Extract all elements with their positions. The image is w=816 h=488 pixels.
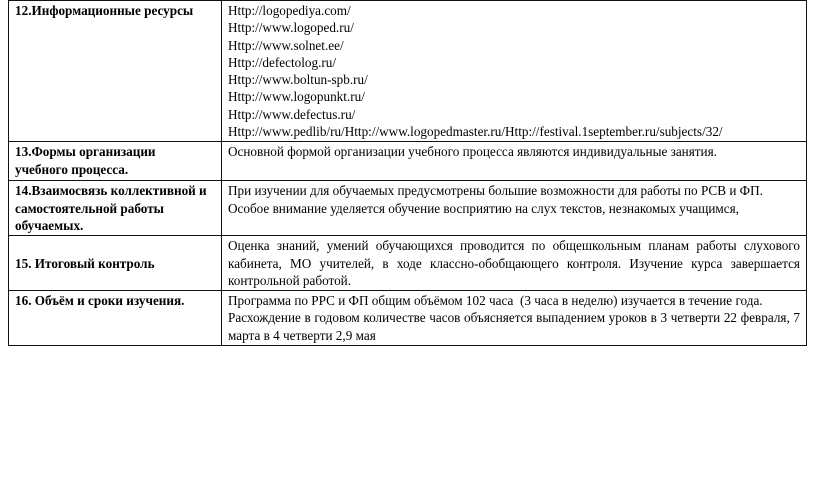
resource-link: Http://www.logoped.ru/: [228, 20, 354, 36]
row-label-text: 16. Объём и сроки изучения.: [15, 293, 185, 309]
row-label-volume: [9, 291, 222, 346]
cell-text: При изучении для обучаемых предусмотрены большие возможности для работы по РСВ и ФП.: [228, 183, 763, 199]
table-row-volume: [9, 291, 807, 346]
cell-text: Основной формой организации учебного процесса являются индивидуальные занятия.: [228, 144, 717, 160]
relation-text-cell: [222, 181, 807, 236]
resource-link: Http://www.boltun-spb.ru/: [228, 72, 368, 88]
resources-links-cell: [222, 1, 807, 142]
resource-link: Http://www.defectus.ru/: [228, 106, 356, 122]
row-label-text: самостоятельной работы: [15, 200, 164, 216]
row-label-final-control: [9, 236, 222, 291]
cell-text: Расхождение в годовом количестве часов объясняется выпадением уроков в 3 четверти 22 февраля, 7 марта в 4 четверти 2,9 мая: [228, 310, 800, 343]
table-row-relation: [9, 181, 807, 236]
resource-link: Http://www.pedlib/ru/Http://www.logopedmaster.ru/Http://festival.1september.ru/subjects/32/: [228, 124, 723, 140]
row-label-text: 14.Взаимосвязь коллективной и: [15, 183, 207, 199]
document-page: [8, 0, 807, 346]
cell-text: Особое внимание уделяется обучение восприятию на слух текстов, незнакомых учащимся,: [228, 200, 739, 216]
row-label-text: 15. Итоговый контроль: [15, 255, 155, 271]
row-label-text: 12.Информационные ресурсы: [15, 3, 194, 18]
final-control-text-cell: [222, 236, 807, 291]
volume-text-cell: [222, 291, 807, 346]
row-label-text: 13.Формы организации: [15, 144, 156, 160]
curriculum-table: [8, 0, 807, 346]
resource-link: Http://defectolog.ru/: [228, 54, 337, 70]
resource-link: Http://www.solnet.ee/: [228, 37, 344, 53]
row-label-resources: [9, 1, 222, 142]
row-label-text: учебного процесса.: [15, 161, 129, 177]
table-row-resources: [9, 1, 807, 142]
table-row-forms: [9, 142, 807, 181]
table-row-final-control: [9, 236, 807, 291]
cell-text: Программа по РРС и ФП общим объёмом 102 часа (3 часа в неделю) изучается в течение года.: [228, 293, 763, 309]
resource-link: Http://www.logopunkt.ru/: [228, 89, 365, 105]
forms-text-cell: [222, 142, 807, 181]
row-label-relation: [9, 181, 222, 236]
resource-link: Http://logopediya.com/: [228, 3, 351, 18]
row-label-text: обучаемых.: [15, 217, 84, 233]
cell-text: Оценка знаний, умений обучающихся проводится по общешкольным планам работы слухового кабинета, МО учителей, в ходе классно-обобщающего контроля. Изучение курса завершается контрольной работой.: [228, 238, 800, 288]
row-label-forms: [9, 142, 222, 181]
